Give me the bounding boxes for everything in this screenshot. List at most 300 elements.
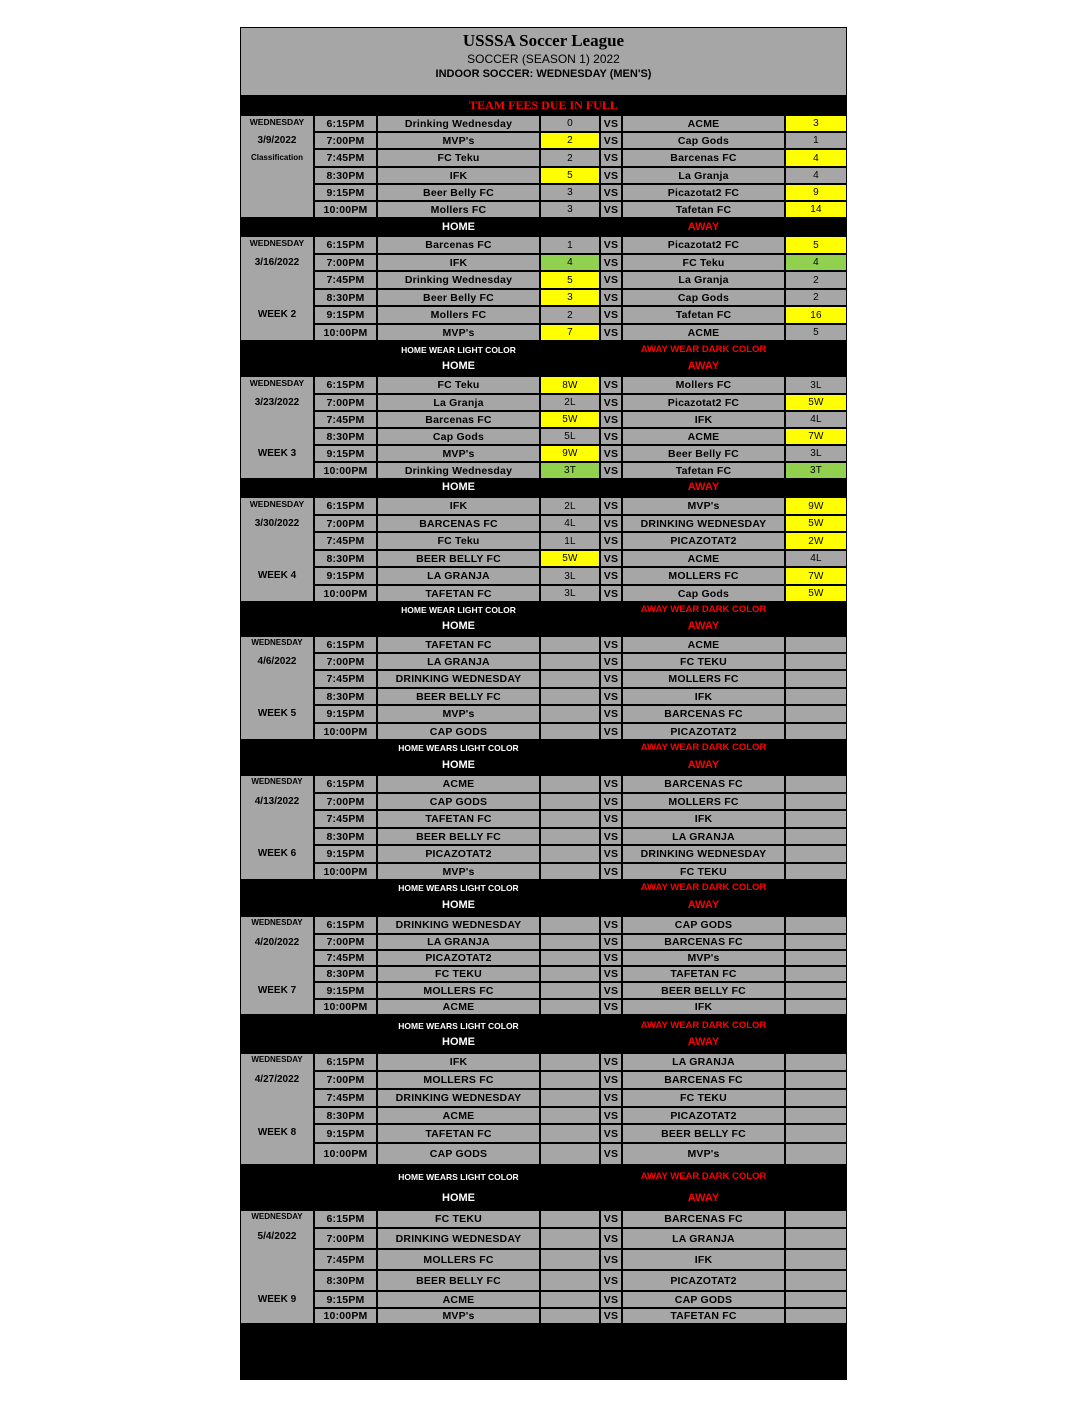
- home-score: 0: [540, 115, 600, 132]
- away-team: MVP's: [622, 950, 785, 966]
- league-title: USSSA Soccer League: [462, 31, 625, 50]
- home-team: CAP GODS: [377, 1143, 540, 1165]
- away-score: 4L: [785, 550, 847, 567]
- week-day: WEDNESDAY: [249, 378, 305, 388]
- vs-label: VS: [600, 532, 622, 550]
- home-score: [540, 775, 600, 793]
- game-time: 9:15PM: [314, 306, 377, 324]
- home-score: [540, 1308, 600, 1324]
- away-score: [785, 793, 847, 810]
- away-team: IFK: [622, 810, 785, 828]
- game-time: 8:30PM: [314, 1270, 377, 1291]
- away-team: FC TEKU: [622, 653, 785, 670]
- home-team: DRINKING WEDNESDAY: [377, 1089, 540, 1107]
- vs-label: VS: [600, 376, 622, 394]
- game-time: 9:15PM: [314, 1291, 377, 1308]
- home-team: MVP's: [377, 445, 540, 462]
- week-day: WEDNESDAY: [249, 117, 305, 127]
- vs-label: VS: [600, 515, 622, 532]
- game-time: 7:45PM: [314, 411, 377, 428]
- game-time: 6:15PM: [314, 775, 377, 793]
- away-score: 16: [785, 306, 847, 324]
- away-score: 3L: [785, 445, 847, 462]
- home-score: 5W: [540, 550, 600, 567]
- home-score: 3: [540, 201, 600, 218]
- away-score: 2W: [785, 532, 847, 550]
- week-date: 3/30/2022: [254, 518, 300, 529]
- home-team: DRINKING WEDNESDAY: [377, 670, 540, 688]
- vs-label: VS: [600, 950, 622, 966]
- away-score: 5W: [785, 515, 847, 532]
- home-team: TAFETAN FC: [377, 636, 540, 653]
- game-time: 10:00PM: [314, 1308, 377, 1324]
- vs-label: VS: [600, 1249, 622, 1270]
- away-team: ACME: [622, 324, 785, 341]
- away-team: DRINKING WEDNESDAY: [622, 515, 785, 532]
- vs-label: VS: [600, 1089, 622, 1107]
- vs-label: VS: [600, 254, 622, 271]
- home-team: Barcenas FC: [377, 411, 540, 428]
- home-column-header: HOME: [442, 360, 475, 372]
- away-team: BEER BELLY FC: [622, 1124, 785, 1143]
- away-score: [785, 966, 847, 982]
- away-team: FC TEKU: [622, 863, 785, 880]
- away-score: [785, 1143, 847, 1165]
- home-column-header: HOME: [442, 620, 475, 632]
- vs-label: VS: [600, 1270, 622, 1291]
- vs-label: VS: [600, 828, 622, 845]
- home-team: FC Teku: [377, 149, 540, 167]
- game-time: 6:15PM: [314, 236, 377, 254]
- game-time: 7:45PM: [314, 532, 377, 550]
- home-score: 2L: [540, 394, 600, 411]
- game-time: 6:15PM: [314, 115, 377, 132]
- home-score: 5: [540, 271, 600, 289]
- away-score: [785, 950, 847, 966]
- game-time: 6:15PM: [314, 1210, 377, 1228]
- home-score: [540, 723, 600, 740]
- game-time: 7:00PM: [314, 793, 377, 810]
- away-score: 5: [785, 236, 847, 254]
- vs-label: VS: [600, 775, 622, 793]
- home-team: MOLLERS FC: [377, 1071, 540, 1089]
- home-team: DRINKING WEDNESDAY: [377, 916, 540, 934]
- home-team: Drinking Wednesday: [377, 115, 540, 132]
- home-score: 7: [540, 324, 600, 341]
- away-team: TAFETAN FC: [622, 966, 785, 982]
- home-team: CAP GODS: [377, 793, 540, 810]
- away-team: BEER BELLY FC: [622, 982, 785, 999]
- vs-label: VS: [600, 1291, 622, 1308]
- game-time: 6:15PM: [314, 376, 377, 394]
- week-info-block: [240, 236, 314, 341]
- game-time: 6:15PM: [314, 497, 377, 515]
- home-column-header: HOME: [442, 759, 475, 771]
- vs-label: VS: [600, 1210, 622, 1228]
- away-column-header: AWAY: [687, 221, 720, 233]
- away-team: CAP GODS: [622, 916, 785, 934]
- home-team: LA GRANJA: [377, 567, 540, 585]
- game-time: 10:00PM: [314, 201, 377, 218]
- home-team: TAFETAN FC: [377, 1124, 540, 1143]
- away-team: LA GRANJA: [622, 1228, 785, 1249]
- home-score: 8W: [540, 376, 600, 394]
- away-team: Mollers FC: [622, 376, 785, 394]
- away-score: 5W: [785, 394, 847, 411]
- home-score: 5: [540, 167, 600, 184]
- away-column-header: AWAY: [687, 620, 720, 632]
- away-team: ACME: [622, 636, 785, 653]
- away-team: FC Teku: [622, 254, 785, 271]
- home-team: BEER BELLY FC: [377, 550, 540, 567]
- week-date: 3/16/2022: [254, 257, 300, 268]
- home-score: [540, 1249, 600, 1270]
- home-score: 3T: [540, 462, 600, 479]
- away-team: BARCENAS FC: [622, 934, 785, 950]
- home-team: BEER BELLY FC: [377, 828, 540, 845]
- game-time: 8:30PM: [314, 1107, 377, 1124]
- away-score: 3T: [785, 462, 847, 479]
- home-team: LA GRANJA: [377, 934, 540, 950]
- home-score: 2: [540, 306, 600, 324]
- home-score: 9W: [540, 445, 600, 462]
- home-team: BEER BELLY FC: [377, 1270, 540, 1291]
- game-time: 7:00PM: [314, 1228, 377, 1249]
- away-column-header: AWAY: [687, 481, 720, 493]
- away-team: TAFETAN FC: [622, 1308, 785, 1324]
- away-team: BARCENAS FC: [622, 1210, 785, 1228]
- away-team: PICAZOTAT2: [622, 532, 785, 550]
- vs-label: VS: [600, 1228, 622, 1249]
- home-team: FC TEKU: [377, 1210, 540, 1228]
- home-score: [540, 1143, 600, 1165]
- home-score: [540, 1071, 600, 1089]
- home-team: Mollers FC: [377, 306, 540, 324]
- home-score: 5W: [540, 411, 600, 428]
- away-score: [785, 1249, 847, 1270]
- away-score: 3: [785, 115, 847, 132]
- week-info-block: [240, 775, 314, 880]
- vs-label: VS: [600, 115, 622, 132]
- division-title: INDOOR SOCCER: WEDNESDAY (MEN'S): [435, 68, 652, 80]
- vs-label: VS: [600, 636, 622, 653]
- week-date: 3/23/2022: [254, 397, 300, 408]
- away-team: MVP's: [622, 1143, 785, 1165]
- vs-label: VS: [600, 688, 622, 705]
- home-score: [540, 636, 600, 653]
- home-wear-note: HOME WEARS LIGHT COLOR: [398, 1172, 519, 1182]
- week-label: WEEK 7: [257, 985, 297, 996]
- away-team: IFK: [622, 1249, 785, 1270]
- week-date: 4/27/2022: [254, 1074, 300, 1085]
- game-time: 10:00PM: [314, 863, 377, 880]
- game-time: 6:15PM: [314, 636, 377, 653]
- away-score: 7W: [785, 428, 847, 445]
- schedule-sheet: [240, 27, 847, 1380]
- home-score: [540, 828, 600, 845]
- home-team: La Granja: [377, 394, 540, 411]
- week-label: WEEK 5: [257, 708, 297, 719]
- home-score: [540, 1210, 600, 1228]
- home-team: FC TEKU: [377, 966, 540, 982]
- away-team: LA GRANJA: [622, 1053, 785, 1071]
- week-day: WEDNESDAY: [251, 1055, 303, 1064]
- away-score: [785, 828, 847, 845]
- away-team: BARCENAS FC: [622, 705, 785, 723]
- home-team: MOLLERS FC: [377, 1249, 540, 1270]
- home-team: IFK: [377, 254, 540, 271]
- away-team: Beer Belly FC: [622, 445, 785, 462]
- week-label: WEEK 6: [257, 848, 297, 859]
- game-time: 10:00PM: [314, 324, 377, 341]
- away-team: Cap Gods: [622, 132, 785, 149]
- home-team: MVP's: [377, 132, 540, 149]
- home-score: 2L: [540, 497, 600, 515]
- vs-label: VS: [600, 705, 622, 723]
- game-time: 10:00PM: [314, 723, 377, 740]
- home-column-header: HOME: [442, 481, 475, 493]
- away-team: MOLLERS FC: [622, 567, 785, 585]
- home-team: ACME: [377, 999, 540, 1015]
- away-team: BARCENAS FC: [622, 775, 785, 793]
- vs-label: VS: [600, 1143, 622, 1165]
- vs-label: VS: [600, 793, 622, 810]
- away-team: ACME: [622, 115, 785, 132]
- season-subtitle: SOCCER (SEASON 1) 2022: [467, 52, 620, 66]
- week-day: WEDNESDAY: [251, 1212, 303, 1221]
- vs-label: VS: [600, 236, 622, 254]
- home-score: 3: [540, 289, 600, 306]
- away-team: Picazotat2 FC: [622, 184, 785, 201]
- away-team: ACME: [622, 550, 785, 567]
- home-team: ACME: [377, 1291, 540, 1308]
- vs-label: VS: [600, 445, 622, 462]
- game-time: 7:00PM: [314, 132, 377, 149]
- vs-label: VS: [600, 289, 622, 306]
- vs-label: VS: [600, 723, 622, 740]
- week-day: WEDNESDAY: [251, 638, 303, 647]
- away-wear-note: AWAY WEAR DARK COLOR: [640, 742, 767, 753]
- away-score: [785, 1107, 847, 1124]
- week-info-block: [240, 636, 314, 740]
- away-team: La Granja: [622, 167, 785, 184]
- away-score: 4: [785, 254, 847, 271]
- away-score: [785, 775, 847, 793]
- away-score: 7W: [785, 567, 847, 585]
- vs-label: VS: [600, 916, 622, 934]
- away-team: FC TEKU: [622, 1089, 785, 1107]
- away-score: 4: [785, 167, 847, 184]
- away-team: IFK: [622, 999, 785, 1015]
- home-team: BEER BELLY FC: [377, 688, 540, 705]
- home-score: [540, 1053, 600, 1071]
- away-column-header: AWAY: [687, 1192, 720, 1204]
- vs-label: VS: [600, 670, 622, 688]
- away-team: IFK: [622, 411, 785, 428]
- week-day: WEDNESDAY: [251, 777, 303, 786]
- game-time: 7:45PM: [314, 1089, 377, 1107]
- vs-label: VS: [600, 411, 622, 428]
- away-team: Tafetan FC: [622, 201, 785, 218]
- away-column-header: AWAY: [687, 759, 720, 771]
- home-team: FC Teku: [377, 532, 540, 550]
- away-score: [785, 1053, 847, 1071]
- vs-label: VS: [600, 271, 622, 289]
- home-score: [540, 810, 600, 828]
- home-team: Cap Gods: [377, 428, 540, 445]
- away-team: Barcenas FC: [622, 149, 785, 167]
- week-info-block: [240, 1210, 314, 1324]
- vs-label: VS: [600, 567, 622, 585]
- home-team: IFK: [377, 497, 540, 515]
- vs-label: VS: [600, 966, 622, 982]
- home-score: [540, 1291, 600, 1308]
- away-score: [785, 653, 847, 670]
- away-team: PICAZOTAT2: [622, 1270, 785, 1291]
- vs-label: VS: [600, 497, 622, 515]
- home-score: [540, 863, 600, 880]
- week-info-block: [240, 497, 314, 602]
- week-date: 4/13/2022: [254, 796, 300, 807]
- game-time: 9:15PM: [314, 184, 377, 201]
- home-team: MVP's: [377, 705, 540, 723]
- week-info-block: [240, 916, 314, 1015]
- game-time: 10:00PM: [314, 999, 377, 1015]
- away-score: 4L: [785, 411, 847, 428]
- away-score: 1: [785, 132, 847, 149]
- away-score: [785, 1228, 847, 1249]
- week-label: WEEK 8: [257, 1127, 297, 1138]
- away-score: [785, 636, 847, 653]
- week-day: WEDNESDAY: [249, 238, 305, 248]
- home-score: 1L: [540, 532, 600, 550]
- week-date: 4/20/2022: [254, 937, 300, 948]
- home-column-header: HOME: [442, 1192, 475, 1204]
- game-time: 9:15PM: [314, 1124, 377, 1143]
- home-score: [540, 966, 600, 982]
- away-score: 9: [785, 184, 847, 201]
- home-column-header: HOME: [442, 221, 475, 233]
- title-block: [240, 27, 847, 96]
- away-wear-note: AWAY WEAR DARK COLOR: [640, 1171, 767, 1182]
- game-time: 10:00PM: [314, 462, 377, 479]
- home-score: [540, 982, 600, 999]
- fees-notice: TEAM FEES DUE IN FULL: [469, 98, 618, 112]
- away-wear-note: AWAY WEAR DARK COLOR: [640, 604, 767, 615]
- home-score: 3L: [540, 567, 600, 585]
- home-score: [540, 653, 600, 670]
- home-score: 2: [540, 149, 600, 167]
- away-score: [785, 705, 847, 723]
- vs-label: VS: [600, 1124, 622, 1143]
- week-info-block: [240, 1053, 314, 1165]
- home-team: IFK: [377, 1053, 540, 1071]
- home-team: PICAZOTAT2: [377, 950, 540, 966]
- week-info-block: [240, 376, 314, 479]
- home-team: TAFETAN FC: [377, 810, 540, 828]
- away-score: 4: [785, 149, 847, 167]
- away-score: [785, 688, 847, 705]
- home-score: [540, 999, 600, 1015]
- away-team: MOLLERS FC: [622, 793, 785, 810]
- home-team: FC Teku: [377, 376, 540, 394]
- game-time: 8:30PM: [314, 966, 377, 982]
- home-team: ACME: [377, 1107, 540, 1124]
- home-team: MVP's: [377, 1308, 540, 1324]
- home-team: Drinking Wednesday: [377, 462, 540, 479]
- home-team: DRINKING WEDNESDAY: [377, 1228, 540, 1249]
- home-score: 2: [540, 132, 600, 149]
- home-team: MVP's: [377, 324, 540, 341]
- home-score: [540, 950, 600, 966]
- away-team: Picazotat2 FC: [622, 394, 785, 411]
- game-time: 9:15PM: [314, 445, 377, 462]
- away-wear-note: AWAY WEAR DARK COLOR: [640, 1020, 767, 1031]
- away-score: [785, 670, 847, 688]
- home-team: PICAZOTAT2: [377, 845, 540, 863]
- game-time: 9:15PM: [314, 845, 377, 863]
- away-score: [785, 999, 847, 1015]
- away-score: 3L: [785, 376, 847, 394]
- home-team: Barcenas FC: [377, 236, 540, 254]
- vs-label: VS: [600, 550, 622, 567]
- away-score: [785, 934, 847, 950]
- game-time: 9:15PM: [314, 567, 377, 585]
- home-wear-note: HOME WEARS LIGHT COLOR: [398, 883, 519, 893]
- home-team: Beer Belly FC: [377, 289, 540, 306]
- home-score: [540, 793, 600, 810]
- game-time: 7:45PM: [314, 670, 377, 688]
- home-score: [540, 705, 600, 723]
- home-score: 4: [540, 254, 600, 271]
- week-date: 3/9/2022: [257, 135, 297, 146]
- away-column-header: AWAY: [687, 360, 720, 372]
- game-time: 7:45PM: [314, 149, 377, 167]
- away-team: Tafetan FC: [622, 462, 785, 479]
- home-score: 3: [540, 184, 600, 201]
- vs-label: VS: [600, 810, 622, 828]
- away-team: BARCENAS FC: [622, 1071, 785, 1089]
- week-date: 4/6/2022: [257, 656, 297, 667]
- game-time: 7:45PM: [314, 950, 377, 966]
- away-column-header: AWAY: [687, 1036, 720, 1048]
- home-score: 5L: [540, 428, 600, 445]
- game-time: 7:45PM: [314, 810, 377, 828]
- away-score: 9W: [785, 497, 847, 515]
- vs-label: VS: [600, 184, 622, 201]
- away-team: ACME: [622, 428, 785, 445]
- home-team: ACME: [377, 775, 540, 793]
- home-score: [540, 1089, 600, 1107]
- away-score: [785, 723, 847, 740]
- game-time: 7:00PM: [314, 934, 377, 950]
- away-score: 5: [785, 324, 847, 341]
- home-team: Mollers FC: [377, 201, 540, 218]
- away-team: Tafetan FC: [622, 306, 785, 324]
- home-score: [540, 845, 600, 863]
- game-time: 8:30PM: [314, 550, 377, 567]
- home-score: 3L: [540, 585, 600, 602]
- away-team: PICAZOTAT2: [622, 723, 785, 740]
- vs-label: VS: [600, 428, 622, 445]
- away-score: [785, 1270, 847, 1291]
- game-time: 8:30PM: [314, 688, 377, 705]
- game-time: 8:30PM: [314, 289, 377, 306]
- home-score: [540, 670, 600, 688]
- home-score: [540, 1124, 600, 1143]
- away-score: [785, 916, 847, 934]
- home-wear-note: HOME WEAR LIGHT COLOR: [401, 605, 516, 615]
